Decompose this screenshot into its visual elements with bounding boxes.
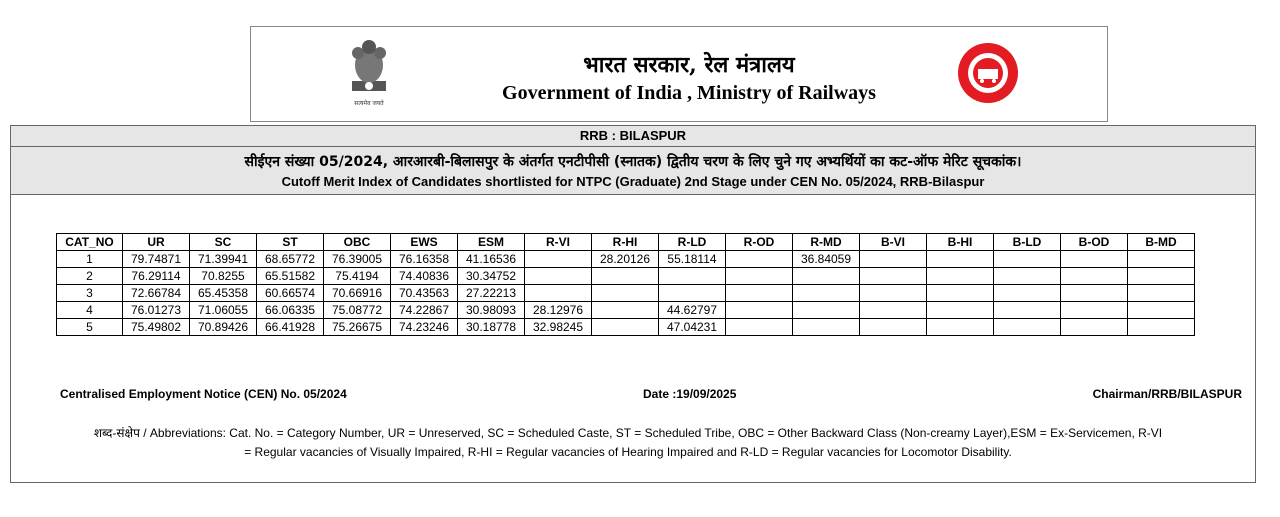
table-cell: 55.18114 [659,251,726,268]
table-cell [793,285,860,302]
table-cell: 70.43563 [391,285,458,302]
table-header-row [57,234,1195,251]
table-cell: 60.66574 [257,285,324,302]
table-cell: 65.45358 [190,285,257,302]
table-cell: 5 [57,319,123,336]
table-cell [726,319,793,336]
table-cell: 28.20126 [592,251,659,268]
column-header: B-OD [1061,234,1128,251]
abbreviations-line-2: = Regular vacancies of Visually Impaired, R-HI = Regular vacancies of Hearing Impaired and R-LD = Regular vacancies for Locomotor Disability. [244,445,1012,459]
table-cell [592,302,659,319]
table-cell [592,319,659,336]
cutoff-table [56,233,1195,336]
emblem-motto: सत्यमेव जयते [354,100,384,107]
table-cell: 1 [57,251,123,268]
notice-date: Date :19/09/2025 [643,387,737,401]
table-cell [1128,285,1195,302]
column-header: B-VI [860,234,927,251]
table-cell [659,285,726,302]
table-cell [1061,302,1128,319]
table-cell [592,268,659,285]
table-cell [994,285,1061,302]
table-cell: 66.06335 [257,302,324,319]
table-cell: 75.08772 [324,302,391,319]
table-cell: 79.74871 [123,251,190,268]
table-cell: 2 [57,268,123,285]
table-cell: 74.40836 [391,268,458,285]
table-row [57,285,1195,302]
table-cell: 41.16536 [458,251,525,268]
table-cell: 75.49802 [123,319,190,336]
table-cell: 28.12976 [525,302,592,319]
table-cell: 44.62797 [659,302,726,319]
table-cell: 66.41928 [257,319,324,336]
table-cell [525,268,592,285]
table-cell [592,285,659,302]
column-header: B-LD [994,234,1061,251]
table-cell [994,319,1061,336]
table-cell [994,251,1061,268]
table-cell: 27.22213 [458,285,525,302]
table-cell [525,285,592,302]
table-cell: 3 [57,285,123,302]
table-cell: 32.98245 [525,319,592,336]
column-header: UR [123,234,190,251]
table-cell [860,251,927,268]
table-cell [927,251,994,268]
table-row [57,302,1195,319]
column-header: R-HI [592,234,659,251]
table-cell [927,268,994,285]
column-header: OBC [324,234,391,251]
table-cell [1128,251,1195,268]
table-cell [927,319,994,336]
column-header: B-MD [1128,234,1195,251]
column-header: ESM [458,234,525,251]
table-cell [726,302,793,319]
column-header: R-MD [793,234,860,251]
table-cell [726,251,793,268]
table-cell [860,268,927,285]
table-cell [793,268,860,285]
table-cell [1061,285,1128,302]
table-cell [1128,302,1195,319]
cen-number: Centralised Employment Notice (CEN) No. 05/2024 [60,387,347,401]
table-cell: 36.84059 [793,251,860,268]
column-header: CAT_NO [57,234,123,251]
table-cell: 30.98093 [458,302,525,319]
table-cell [1128,268,1195,285]
table-cell: 76.01273 [123,302,190,319]
column-header: EWS [391,234,458,251]
table-cell [994,302,1061,319]
table-cell [793,319,860,336]
board-name: RRB : BILASPUR [11,126,1255,147]
table-cell: 76.29114 [123,268,190,285]
table-cell: 75.26675 [324,319,391,336]
header-title-english: Government of India , Ministry of Railways [502,82,876,104]
table-cell: 47.04231 [659,319,726,336]
header-title-hindi: भारत सरकार, रेल मंत्रालय [583,52,795,78]
table-cell: 65.51582 [257,268,324,285]
table-cell: 4 [57,302,123,319]
column-header: SC [190,234,257,251]
column-header: B-HI [927,234,994,251]
table-cell: 75.4194 [324,268,391,285]
table-cell [793,302,860,319]
table-cell: 74.23246 [391,319,458,336]
table-cell [659,268,726,285]
column-header: ST [257,234,324,251]
table-cell [726,285,793,302]
column-header: R-LD [659,234,726,251]
notice-title [11,147,1255,195]
table-cell [860,302,927,319]
table-cell: 70.8255 [190,268,257,285]
abbreviations-line-1: शब्द-संक्षेप / Abbreviations: Cat. No. = Category Number, UR = Unreserved, SC = Scheduled Caste, ST = Scheduled Tribe, OBC = Other Backward Class (Non-creamy Layer),ESM = Ex-Servicemen, R-VI [93,426,1163,440]
table-cell: 71.06055 [190,302,257,319]
table-cell: 76.39005 [324,251,391,268]
table-cell [994,268,1061,285]
indian-railways-logo-icon [956,41,1020,105]
table-cell [860,285,927,302]
column-header: R-OD [726,234,793,251]
table-row [57,268,1195,285]
table-cell [1061,319,1128,336]
table-cell: 70.89426 [190,319,257,336]
table-cell: 30.34752 [458,268,525,285]
table-cell: 76.16358 [391,251,458,268]
table-cell [1061,251,1128,268]
table-cell: 68.65772 [257,251,324,268]
notice-title-hindi: सीईएन संख्या 05/2024, आरआरबी-बिलासपुर के अंतर्गत एनटीपीसी (स्नातक) द्वितीय चरण के लिए चुने गए अभ्यर्थियों का कट-ऑफ मेरिट सूचकांक। [244,154,1022,170]
signatory: Chairman/RRB/BILASPUR [1092,387,1242,401]
table-cell [1128,319,1195,336]
table-cell [860,319,927,336]
column-header: R-VI [525,234,592,251]
letterhead [250,26,1108,122]
table-cell: 72.66784 [123,285,190,302]
table-cell: 70.66916 [324,285,391,302]
notice-title-english: Cutoff Merit Index of Candidates shortlisted for NTPC (Graduate) 2nd Stage under CEN No. 05/2024, RRB-Bilaspur [281,174,985,189]
table-cell [927,285,994,302]
table-row [57,251,1195,268]
table-cell [726,268,793,285]
table-row [57,319,1195,336]
table-cell: 30.18778 [458,319,525,336]
table-cell [1061,268,1128,285]
table-cell [525,251,592,268]
table-cell: 71.39941 [190,251,257,268]
table-cell [927,302,994,319]
table-cell: 74.22867 [391,302,458,319]
abbreviations [0,424,1256,462]
